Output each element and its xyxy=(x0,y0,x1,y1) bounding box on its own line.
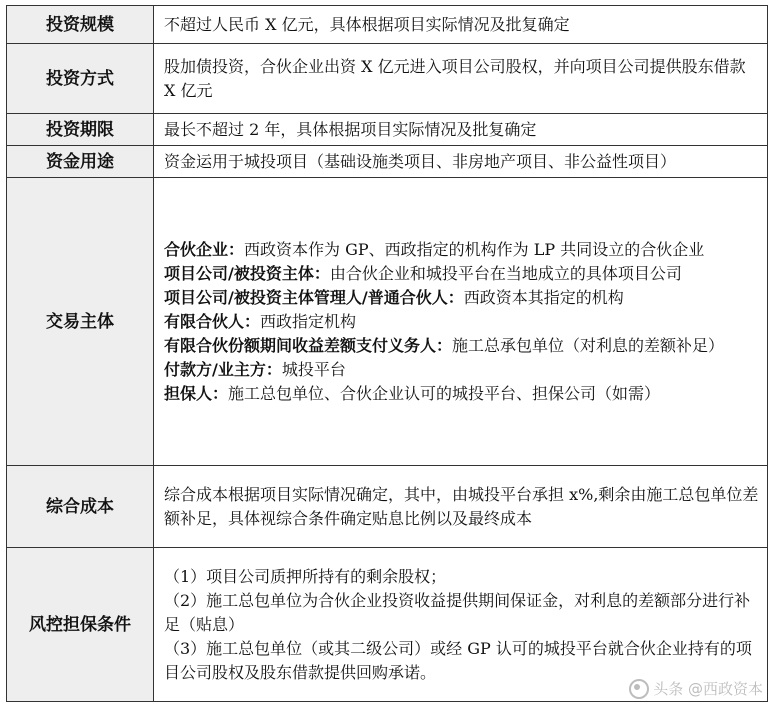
party-desc: 施工总承包单位（对利息的差额补足） xyxy=(452,335,725,355)
party-desc: 西政资本其指定的机构 xyxy=(463,287,624,307)
value-line: 综合成本根据项目实际情况确定，其中，由城投平台承担 x%,剩余由施工总包单位差额补足，具体视综合条件确定贴息比例以及最终成本 xyxy=(164,484,759,528)
row-value-parties xyxy=(154,178,768,466)
table-row xyxy=(7,146,768,178)
value-line: 不超过人民币 X 亿元，具体根据项目实际情况及批复确定 xyxy=(164,14,570,34)
party-item xyxy=(164,358,761,382)
condition-item: （2）施工总包单位为合伙企业投资收益提供期间保证金，对利息的差额部分进行补足（贴息） xyxy=(164,590,751,634)
row-value-method xyxy=(154,44,768,114)
party-role: 有限合伙份额期间收益差额支付义务人： xyxy=(164,335,453,355)
condition-item: （3）施工总包单位（或其二级公司）或经 GP 认可的城投平台就合伙企业持有的项目公司股权及股东借款提供回购承诺。 xyxy=(164,638,752,682)
row-label-cost: 综合成本 xyxy=(7,466,154,548)
party-desc: 由合伙企业和城投平台在当地成立的具体项目公司 xyxy=(329,263,682,283)
table-row xyxy=(7,6,768,44)
party-item xyxy=(164,310,761,334)
watermark-text: 头条 @西政资本 xyxy=(653,680,763,698)
row-label-risk: 风控担保条件 xyxy=(7,548,154,702)
condition-item: （1）项目公司质押所持有的剩余股权； xyxy=(164,566,447,586)
table-row xyxy=(7,178,768,466)
row-value-cost xyxy=(154,466,768,548)
party-desc: 西政指定机构 xyxy=(260,311,357,331)
party-role: 项目公司/被投资主体管理人/普通合伙人： xyxy=(164,287,464,307)
toutiao-logo-icon xyxy=(629,679,649,699)
value-line: 资金运用于城投项目（基础设施类项目、非房地产项目、非公益性项目） xyxy=(164,151,677,171)
row-label-usage: 资金用途 xyxy=(7,146,154,178)
party-desc: 施工总包单位、合伙企业认可的城投平台、担保公司（如需） xyxy=(228,383,661,403)
row-label-scale: 投资规模 xyxy=(7,6,154,44)
row-value-term xyxy=(154,114,768,146)
table-row xyxy=(7,114,768,146)
row-value-scale xyxy=(154,6,768,44)
party-desc: 城投平台 xyxy=(281,359,346,379)
row-value-usage xyxy=(154,146,768,178)
party-role: 付款方/业主方： xyxy=(164,359,282,379)
party-item xyxy=(164,334,761,358)
party-item xyxy=(164,262,761,286)
party-item xyxy=(164,238,761,262)
party-desc: 西政资本作为 GP、西政指定的机构作为 LP 共同设立的合伙企业 xyxy=(244,239,705,259)
row-label-method: 投资方式 xyxy=(7,44,154,114)
party-item xyxy=(164,382,761,406)
table-row xyxy=(7,44,768,114)
investment-terms-table xyxy=(6,5,768,702)
table-row xyxy=(7,466,768,548)
party-role: 合伙企业： xyxy=(164,239,245,259)
party-role: 担保人： xyxy=(164,383,229,403)
value-line: 股加债投资，合伙企业出资 X 亿元进入项目公司股权，并向项目公司提供股东借款 X 亿元 xyxy=(164,56,746,100)
row-label-parties: 交易主体 xyxy=(7,178,154,466)
party-role: 有限合伙人： xyxy=(164,311,261,331)
party-item xyxy=(164,286,761,310)
value-line: 最长不超过 2 年，具体根据项目实际情况及批复确定 xyxy=(164,119,537,139)
row-label-term: 投资期限 xyxy=(7,114,154,146)
party-role: 项目公司/被投资主体： xyxy=(164,263,330,283)
watermark xyxy=(629,678,763,699)
